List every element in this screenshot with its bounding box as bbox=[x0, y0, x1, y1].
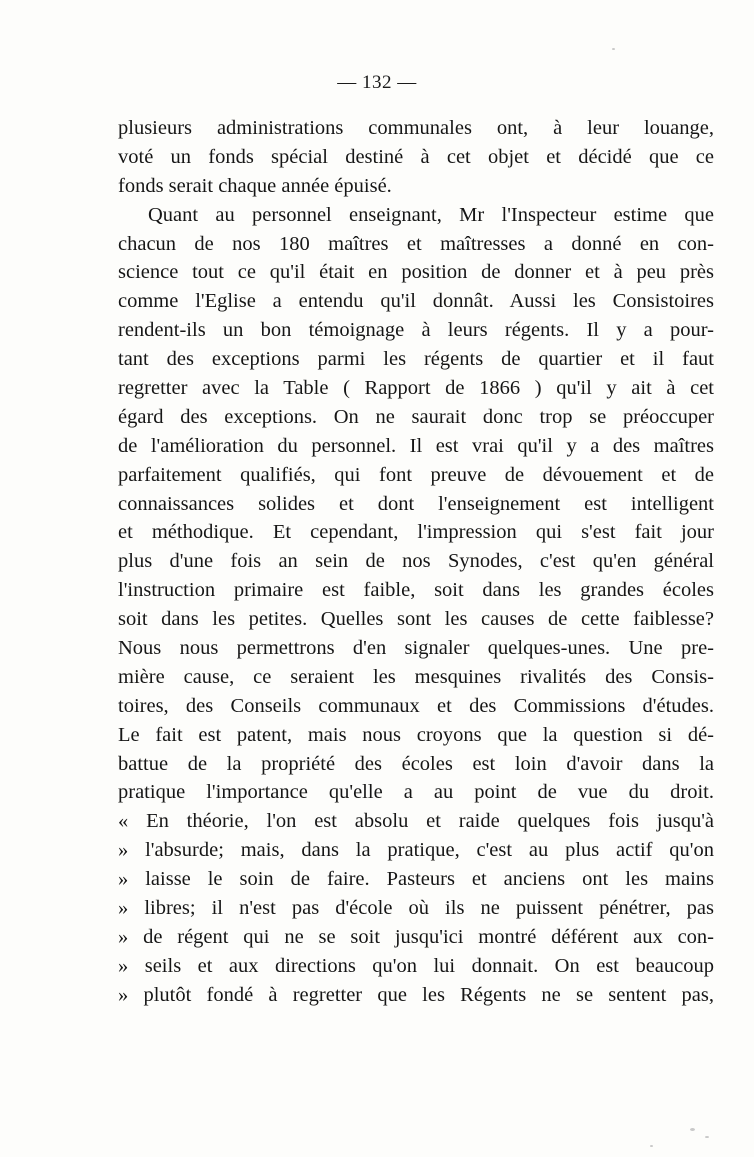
text-line: tant des exceptions parmi les régents de quartier et il faut bbox=[118, 348, 714, 371]
text-line: soit dans les petites. Quelles sont les causes de cette faiblesse? bbox=[118, 608, 714, 631]
text-line: connaissances solides et dont l'enseignement est intelligent bbox=[118, 492, 714, 515]
text-line: » de régent qui ne se soit jusqu'ici montré déférent aux con- bbox=[118, 925, 714, 948]
text-line: regretter avec la Table ( Rapport de 1866 ) qu'il y ait à cet bbox=[118, 377, 714, 400]
text-line: Nous nous permettrons d'en signaler quelques-unes. Une pre- bbox=[118, 637, 714, 660]
text-line: rendent-ils un bon témoignage à leurs régents. Il y a pour- bbox=[118, 319, 714, 342]
text-line: comme l'Eglise a entendu qu'il donnât. Aussi les Consistoires bbox=[118, 290, 714, 313]
text-line: « En théorie, l'on est absolu et raide quelques fois jusqu'à bbox=[118, 810, 714, 833]
text-line: » libres; il n'est pas d'école où ils ne puissent pénétrer, pas bbox=[118, 897, 714, 920]
text-line: toires, des Conseils communaux et des Commissions d'études. bbox=[118, 694, 714, 717]
text-line: fonds serait chaque année épuisé. bbox=[118, 174, 392, 197]
text-line: » l'absurde; mais, dans la pratique, c'est au plus actif qu'on bbox=[118, 839, 714, 862]
text-line: » plutôt fondé à regretter que les Régents ne se sentent pas, bbox=[118, 983, 714, 1006]
text-line: » laisse le soin de faire. Pasteurs et anciens ont les mains bbox=[118, 868, 714, 891]
text-line: de l'amélioration du personnel. Il est vrai qu'il y a des maîtres bbox=[118, 434, 714, 457]
text-line: l'instruction primaire est faible, soit dans les grandes écoles bbox=[118, 579, 714, 602]
scan-speck bbox=[690, 1128, 695, 1131]
text-line: plus d'une fois an sein de nos Synodes, c'est qu'en général bbox=[118, 550, 714, 573]
scan-speck bbox=[612, 48, 615, 50]
body-text bbox=[118, 114, 714, 1010]
scan-speck bbox=[650, 1145, 653, 1147]
text-line: pratique l'importance qu'elle a au point de vue du droit. bbox=[118, 781, 714, 804]
text-line: chacun de nos 180 maîtres et maîtresses a donné en con- bbox=[118, 232, 714, 255]
text-line: Le fait est patent, mais nous croyons que la question si dé- bbox=[118, 723, 714, 746]
text-line: » seils et aux directions qu'on lui donnait. On est beaucoup bbox=[118, 954, 714, 977]
text-line: parfaitement qualifiés, qui font preuve de dévouement et de bbox=[118, 463, 714, 486]
text-line: égard des exceptions. On ne saurait donc trop se préoccuper bbox=[118, 405, 714, 428]
text-line: battue de la propriété des écoles est loin d'avoir dans la bbox=[118, 752, 714, 775]
text-line: voté un fonds spécial destiné à cet objet et décidé que ce bbox=[118, 145, 714, 168]
page-number: — 132 — bbox=[337, 72, 417, 93]
text-line: mière cause, ce seraient les mesquines rivalités des Consis- bbox=[118, 665, 714, 688]
text-line: science tout ce qu'il était en position de donner et à peu près bbox=[118, 261, 714, 284]
text-line: Quant au personnel enseignant, Mr l'Inspecteur estime que bbox=[148, 203, 714, 226]
text-line: et méthodique. Et cependant, l'impression qui s'est fait jour bbox=[118, 521, 714, 544]
scan-speck bbox=[705, 1136, 709, 1138]
text-line: plusieurs administrations communales ont, à leur louange, bbox=[118, 117, 714, 139]
